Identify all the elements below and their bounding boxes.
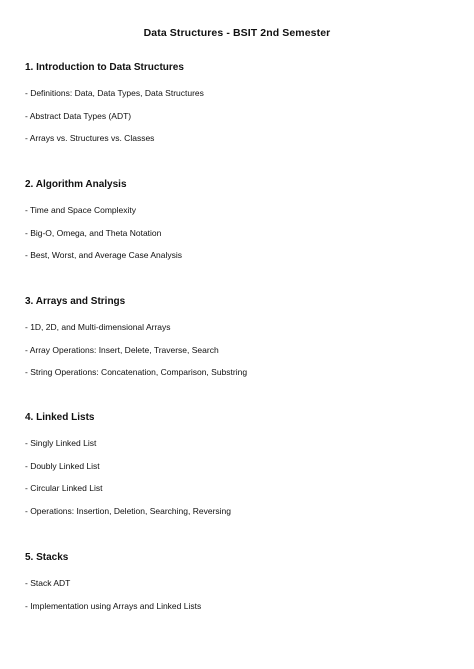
- list-item: - Circular Linked List: [25, 483, 103, 493]
- topic-list: [25, 322, 455, 377]
- list-item: - Implementation using Arrays and Linked Lists: [25, 600, 202, 611]
- section-heading: 3. Arrays and Strings: [25, 296, 126, 307]
- list-item: - Arrays vs. Structures vs. Classes: [25, 133, 155, 143]
- topic-list: [25, 438, 455, 516]
- list-item: - Definitions: Data, Data Types, Data Structures: [25, 88, 204, 98]
- topic-list: [25, 578, 455, 611]
- section-heading: 4. Linked Lists: [25, 412, 95, 423]
- list-item: - Array Operations: Insert, Delete, Traverse, Search: [25, 344, 219, 355]
- list-item: - Stack ADT: [25, 578, 71, 588]
- list-item: - Big-O, Omega, and Theta Notation: [25, 227, 162, 238]
- document-title: Data Structures - BSIT 2nd Semester: [143, 27, 331, 39]
- topic-list: [25, 205, 455, 260]
- section-algorithm-analysis: [25, 179, 455, 260]
- section-stacks: [25, 552, 455, 611]
- section-arrays-strings: [25, 296, 455, 377]
- section-heading: 5. Stacks: [25, 552, 69, 563]
- section-heading: 1. Introduction to Data Structures: [25, 62, 184, 73]
- section-introduction: [25, 62, 455, 143]
- topic-list: [25, 88, 455, 143]
- list-item: - Best, Worst, and Average Case Analysis: [25, 250, 183, 260]
- list-item: - Singly Linked List: [25, 438, 97, 448]
- list-item: - 1D, 2D, and Multi-dimensional Arrays: [25, 322, 171, 332]
- list-item: - Time and Space Complexity: [25, 205, 137, 215]
- section-heading: 2. Algorithm Analysis: [25, 179, 127, 190]
- list-item: - Abstract Data Types (ADT): [25, 110, 132, 121]
- list-item: - Operations: Insertion, Deletion, Searching, Reversing: [25, 505, 231, 516]
- list-item: - String Operations: Concatenation, Comparison, Substring: [25, 367, 248, 377]
- section-linked-lists: [25, 412, 455, 516]
- list-item: - Doubly Linked List: [25, 460, 100, 471]
